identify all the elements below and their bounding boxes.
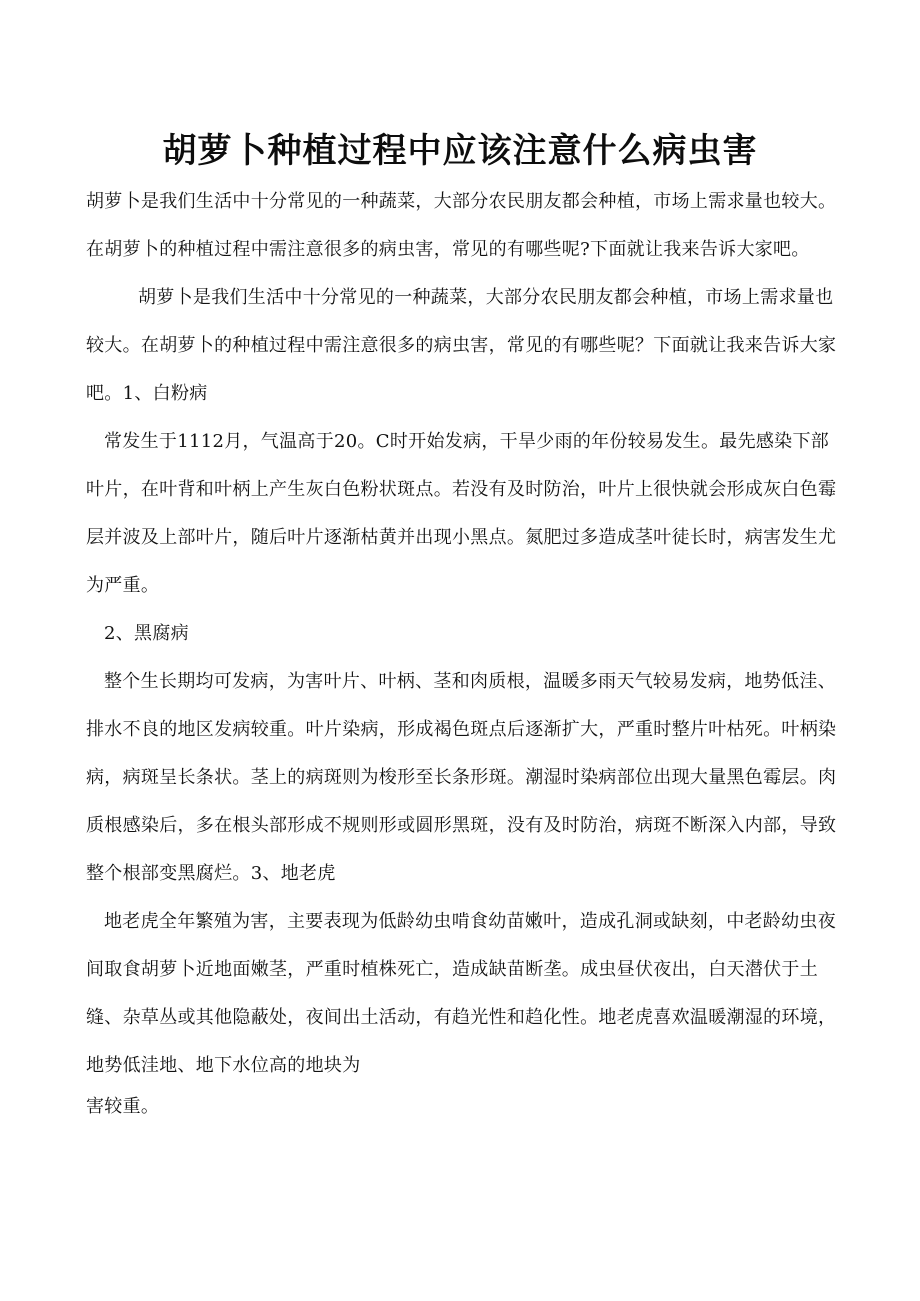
document-title: 胡萝卜种植过程中应该注意什么病虫害 — [162, 131, 758, 171]
black-rot-paragraph: 整个生长期均可发病，为害叶片、叶柄、茎和肉质根，温暖多雨天气较易发病，地势低洼、排水不良的地区发病较重。叶片染病，形成褐色斑点后逐渐扩大，严重时整片叶枯死。叶柄染病，病斑呈长条状。茎上的病斑则为梭形至长条形斑。潮湿时染病部位出现大量黑色霉层。肉质根感染后，多在根头部形成不规则形或圆形黑斑，没有及时防治，病斑不断深入内部，导致整个根部变黑腐烂。3、地老虎 — [86, 671, 837, 884]
repeated-intro-paragraph: 胡萝卜是我们生活中十分常见的一种蔬菜，大部分农民朋友都会种植，市场上需求量也较大。在胡萝卜的种植过程中需注意很多的病虫害，常见的有哪些呢？下面就让我来告诉大家吧。1、白粉病 — [86, 287, 837, 404]
cutworm-paragraph: 地老虎全年繁殖为害，主要表现为低龄幼虫啃食幼苗嫩叶，造成孔洞或缺刻，中老龄幼虫夜间取食胡萝卜近地面嫩茎，严重时植株死亡，造成缺苗断垄。成虫昼伏夜出，白天潜伏于土缝、杂草丛或其他隐蔽处，夜间出土活动，有趋光性和趋化性。地老虎喜欢温暖潮湿的环境，地势低洼地、地下水位高的地块为 — [86, 911, 837, 1076]
powdery-mildew-paragraph: 常发生于1112月，气温高于20。C时开始发病，干旱少雨的年份较易发生。最先感染下部叶片，在叶背和叶柄上产生灰白色粉状斑点。若没有及时防治，叶片上很快就会形成灰白色霉层并波及上部叶片，随后叶片逐渐枯黄并出现小黑点。氮肥过多造成茎叶徒长时，病害发生尤为严重。 — [86, 431, 837, 596]
document-body — [86, 178, 838, 1124]
intro-paragraph: 胡萝卜是我们生活中十分常见的一种蔬菜，大部分农民朋友都会种植，市场上需求量也较大。在胡萝卜的种植过程中需注意很多的病虫害，常见的有哪些呢?下面就让我来告诉大家吧。 — [86, 191, 837, 260]
black-rot-heading: 2、黑腐病 — [104, 623, 189, 644]
closing-line: 害较重。 — [86, 1096, 160, 1117]
